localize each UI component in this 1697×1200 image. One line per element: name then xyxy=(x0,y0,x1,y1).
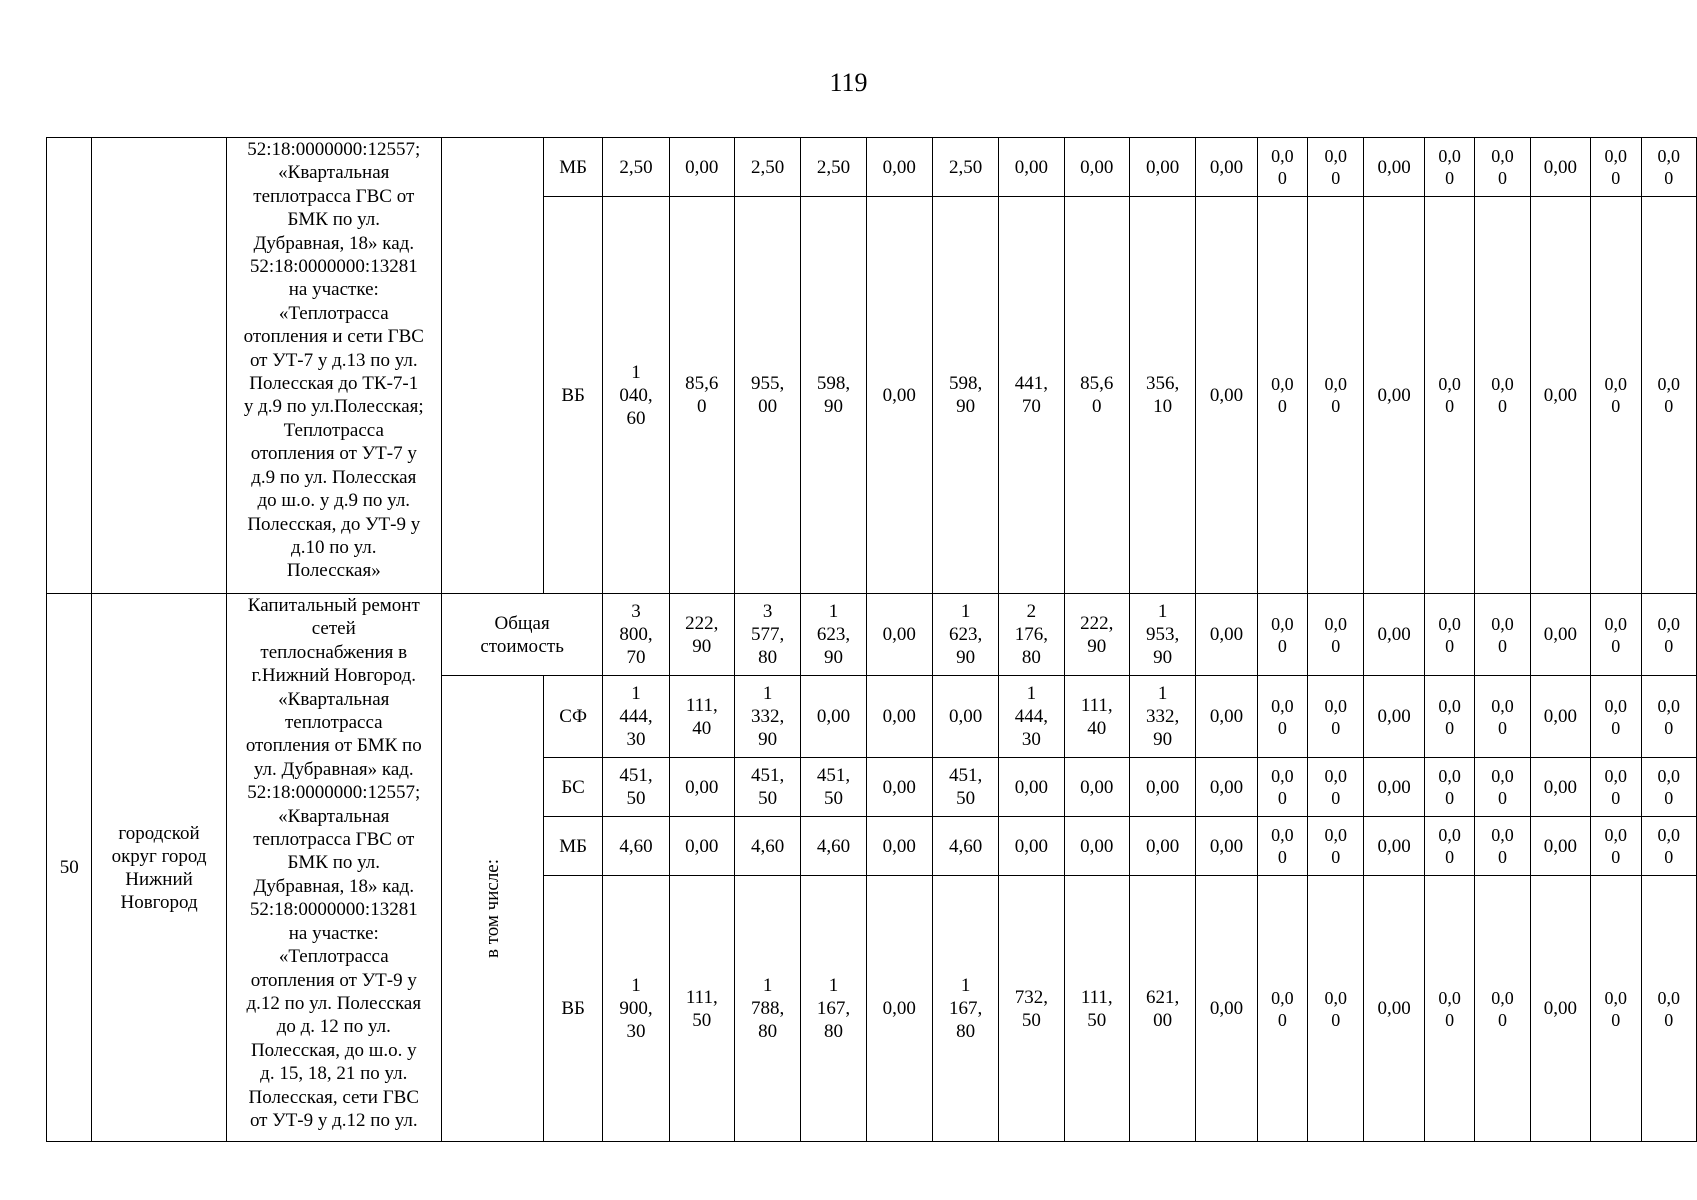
value-cell: 0,00 xyxy=(1530,876,1590,1142)
value-cell: 0,0 0 xyxy=(1591,594,1641,676)
value-cell: 1 623, 90 xyxy=(932,594,998,676)
value-cell: 0,0 0 xyxy=(1641,197,1696,594)
value-cell: 0,0 0 xyxy=(1308,594,1364,676)
value-cell: 598, 90 xyxy=(932,197,998,594)
value-cell: 3 577, 80 xyxy=(734,594,800,676)
value-cell: 1 623, 90 xyxy=(801,594,866,676)
value-cell: 0,00 xyxy=(669,138,734,197)
value-cell: 0,00 xyxy=(1129,138,1195,197)
value-cell: 0,0 0 xyxy=(1641,758,1696,817)
value-cell: 0,00 xyxy=(866,817,932,876)
table-row-50-total xyxy=(47,594,1697,676)
value-cell: 0,0 0 xyxy=(1641,594,1696,676)
value-cell: 621, 00 xyxy=(1129,876,1195,1142)
value-cell: 0,00 xyxy=(1364,594,1424,676)
value-cell: 0,0 0 xyxy=(1641,817,1696,876)
value-cell: 1 900, 30 xyxy=(603,876,669,1142)
row49-group-cell xyxy=(441,138,543,594)
value-cell: 451, 50 xyxy=(932,758,998,817)
value-cell: 0,00 xyxy=(1129,758,1195,817)
value-cell: 1 332, 90 xyxy=(734,676,800,758)
value-cell: 0,0 0 xyxy=(1257,138,1307,197)
value-cell: 0,00 xyxy=(1364,197,1424,594)
value-cell: 0,0 0 xyxy=(1308,138,1364,197)
value-cell: 0,00 xyxy=(1530,197,1590,594)
value-cell: 3 800, 70 xyxy=(603,594,669,676)
value-cell: 0,0 0 xyxy=(1424,138,1474,197)
value-cell: 0,0 0 xyxy=(1257,676,1307,758)
value-cell: 0,0 0 xyxy=(1424,197,1474,594)
value-cell: 0,0 0 xyxy=(1591,758,1641,817)
value-cell: 0,0 0 xyxy=(1308,817,1364,876)
value-cell: 1 040, 60 xyxy=(603,197,669,594)
row49-description: 52:18:0000000:12557; «Квартальная теплотрасса ГВС от БМК по ул. Дубравная, 18» кад. 52:18:0000000:13281 на участке: «Теплотрасса отопления и сети ГВС от УТ-7 у д.13 по ул. Полесская до ТК-7-1 у д.9 по ул.Полесская; Теплотрасса отопления от УТ-7 у д.9 по ул. Полесская до ш.о. у д.9 по ул. Полесская, до УТ-9 у д.10 по ул. Полесская» xyxy=(226,138,441,594)
value-cell: 0,0 0 xyxy=(1257,876,1307,1142)
value-cell: 85,6 0 xyxy=(669,197,734,594)
value-cell: 0,0 0 xyxy=(1591,138,1641,197)
value-cell: 0,0 0 xyxy=(1475,197,1530,594)
budget-table xyxy=(46,137,1697,1142)
value-cell: 0,0 0 xyxy=(1257,594,1307,676)
value-cell: 0,00 xyxy=(1364,676,1424,758)
value-cell: 0,00 xyxy=(1196,676,1257,758)
value-cell: 0,0 0 xyxy=(1591,817,1641,876)
value-cell: 0,00 xyxy=(1530,758,1590,817)
value-cell: 4,60 xyxy=(603,817,669,876)
value-cell: 1 953, 90 xyxy=(1129,594,1195,676)
value-cell: 0,00 xyxy=(1064,758,1129,817)
value-cell: 0,00 xyxy=(1364,138,1424,197)
value-cell: 1 332, 90 xyxy=(1129,676,1195,758)
value-cell: 0,00 xyxy=(866,594,932,676)
source-label: СФ xyxy=(543,676,602,758)
value-cell: 451, 50 xyxy=(603,758,669,817)
value-cell: 441, 70 xyxy=(999,197,1064,594)
source-label: БС xyxy=(543,758,602,817)
value-cell: 0,00 xyxy=(1196,876,1257,1142)
table-row-49-mb xyxy=(47,138,1697,197)
value-cell: 85,6 0 xyxy=(1064,197,1129,594)
value-cell: 0,0 0 xyxy=(1308,676,1364,758)
value-cell: 0,00 xyxy=(1196,594,1257,676)
source-label: ВБ xyxy=(543,876,602,1142)
value-cell: 0,0 0 xyxy=(1424,594,1474,676)
source-label: МБ xyxy=(543,138,602,197)
value-cell: 0,00 xyxy=(1064,138,1129,197)
value-cell: 0,00 xyxy=(999,138,1064,197)
value-cell: 0,0 0 xyxy=(1424,817,1474,876)
value-cell: 111, 50 xyxy=(669,876,734,1142)
value-cell: 111, 40 xyxy=(1064,676,1129,758)
object-description: Капитальный ремонт сетей теплоснабжения в г.Нижний Новгород. «Квартальная теплотрасса отопления от БМК по ул. Дубравная» кад. 52:18:0000000:12557; «Квартальная теплотрасса ГВС от БМК по ул. Дубравная, 18» кад. 52:18:0000000:13281 на участке: «Теплотрасса отопления от УТ-9 у д.12 по ул. Полесская до д. 12 по ул. Полесская, до ш.о. у д. 15, 18, 21 по ул. Полесская, сети ГВС от УТ-9 у д.12 по ул. xyxy=(226,594,441,1142)
total-cost-label: Общая стоимость xyxy=(441,594,602,676)
value-cell: 451, 50 xyxy=(734,758,800,817)
value-cell: 1 167, 80 xyxy=(932,876,998,1142)
value-cell: 0,0 0 xyxy=(1641,138,1696,197)
value-cell: 0,0 0 xyxy=(1475,758,1530,817)
value-cell: 0,0 0 xyxy=(1475,138,1530,197)
value-cell: 222, 90 xyxy=(669,594,734,676)
value-cell: 2,50 xyxy=(932,138,998,197)
page-number: 119 xyxy=(829,68,868,97)
value-cell: 0,0 0 xyxy=(1257,817,1307,876)
row49-number-cell xyxy=(47,138,92,594)
value-cell: 0,0 0 xyxy=(1475,876,1530,1142)
value-cell: 2,50 xyxy=(801,138,866,197)
value-cell: 0,00 xyxy=(1364,758,1424,817)
value-cell: 0,00 xyxy=(866,876,932,1142)
including-label-cell xyxy=(441,676,543,1142)
value-cell: 0,00 xyxy=(866,138,932,197)
value-cell: 0,0 0 xyxy=(1475,594,1530,676)
value-cell: 0,00 xyxy=(999,817,1064,876)
value-cell: 0,0 0 xyxy=(1257,758,1307,817)
value-cell: 0,00 xyxy=(1530,594,1590,676)
value-cell: 0,00 xyxy=(669,817,734,876)
value-cell: 0,0 0 xyxy=(1591,676,1641,758)
value-cell: 0,0 0 xyxy=(1641,876,1696,1142)
value-cell: 955, 00 xyxy=(734,197,800,594)
including-label: в том числе: xyxy=(481,858,503,959)
value-cell: 0,0 0 xyxy=(1591,876,1641,1142)
value-cell: 111, 50 xyxy=(1064,876,1129,1142)
value-cell: 0,00 xyxy=(669,758,734,817)
value-cell: 0,00 xyxy=(866,197,932,594)
row-number: 50 xyxy=(47,594,92,1142)
value-cell: 0,00 xyxy=(1196,817,1257,876)
value-cell: 0,0 0 xyxy=(1424,676,1474,758)
value-cell: 0,0 0 xyxy=(1475,676,1530,758)
value-cell: 0,00 xyxy=(801,676,866,758)
value-cell: 0,00 xyxy=(866,758,932,817)
source-label: ВБ xyxy=(543,197,602,594)
row49-municipality-cell xyxy=(92,138,226,594)
value-cell: 0,00 xyxy=(1530,138,1590,197)
value-cell: 0,00 xyxy=(1196,758,1257,817)
value-cell: 0,00 xyxy=(999,758,1064,817)
value-cell: 0,00 xyxy=(1129,817,1195,876)
value-cell: 0,0 0 xyxy=(1424,876,1474,1142)
value-cell: 451, 50 xyxy=(801,758,866,817)
value-cell: 0,0 0 xyxy=(1308,876,1364,1142)
value-cell: 4,60 xyxy=(801,817,866,876)
value-cell: 4,60 xyxy=(932,817,998,876)
value-cell: 0,00 xyxy=(1196,197,1257,594)
value-cell: 0,0 0 xyxy=(1308,758,1364,817)
value-cell: 1 788, 80 xyxy=(734,876,800,1142)
value-cell: 0,0 0 xyxy=(1424,758,1474,817)
value-cell: 0,00 xyxy=(1364,817,1424,876)
value-cell: 1 167, 80 xyxy=(801,876,866,1142)
value-cell: 0,00 xyxy=(1530,817,1590,876)
value-cell: 0,0 0 xyxy=(1308,197,1364,594)
value-cell: 0,00 xyxy=(1064,817,1129,876)
value-cell: 0,00 xyxy=(866,676,932,758)
value-cell: 0,00 xyxy=(1364,876,1424,1142)
value-cell: 222, 90 xyxy=(1064,594,1129,676)
value-cell: 2,50 xyxy=(603,138,669,197)
value-cell: 0,00 xyxy=(1530,676,1590,758)
value-cell: 111, 40 xyxy=(669,676,734,758)
value-cell: 2,50 xyxy=(734,138,800,197)
value-cell: 598, 90 xyxy=(801,197,866,594)
source-label: МБ xyxy=(543,817,602,876)
value-cell: 2 176, 80 xyxy=(999,594,1064,676)
value-cell: 356, 10 xyxy=(1129,197,1195,594)
municipality: городской округ город Нижний Новгород xyxy=(92,594,226,1142)
value-cell: 0,0 0 xyxy=(1591,197,1641,594)
value-cell: 4,60 xyxy=(734,817,800,876)
value-cell: 0,0 0 xyxy=(1475,817,1530,876)
value-cell: 0,00 xyxy=(932,676,998,758)
value-cell: 732, 50 xyxy=(999,876,1064,1142)
value-cell: 0,0 0 xyxy=(1641,676,1696,758)
value-cell: 0,0 0 xyxy=(1257,197,1307,594)
value-cell: 1 444, 30 xyxy=(603,676,669,758)
value-cell: 1 444, 30 xyxy=(999,676,1064,758)
value-cell: 0,00 xyxy=(1196,138,1257,197)
